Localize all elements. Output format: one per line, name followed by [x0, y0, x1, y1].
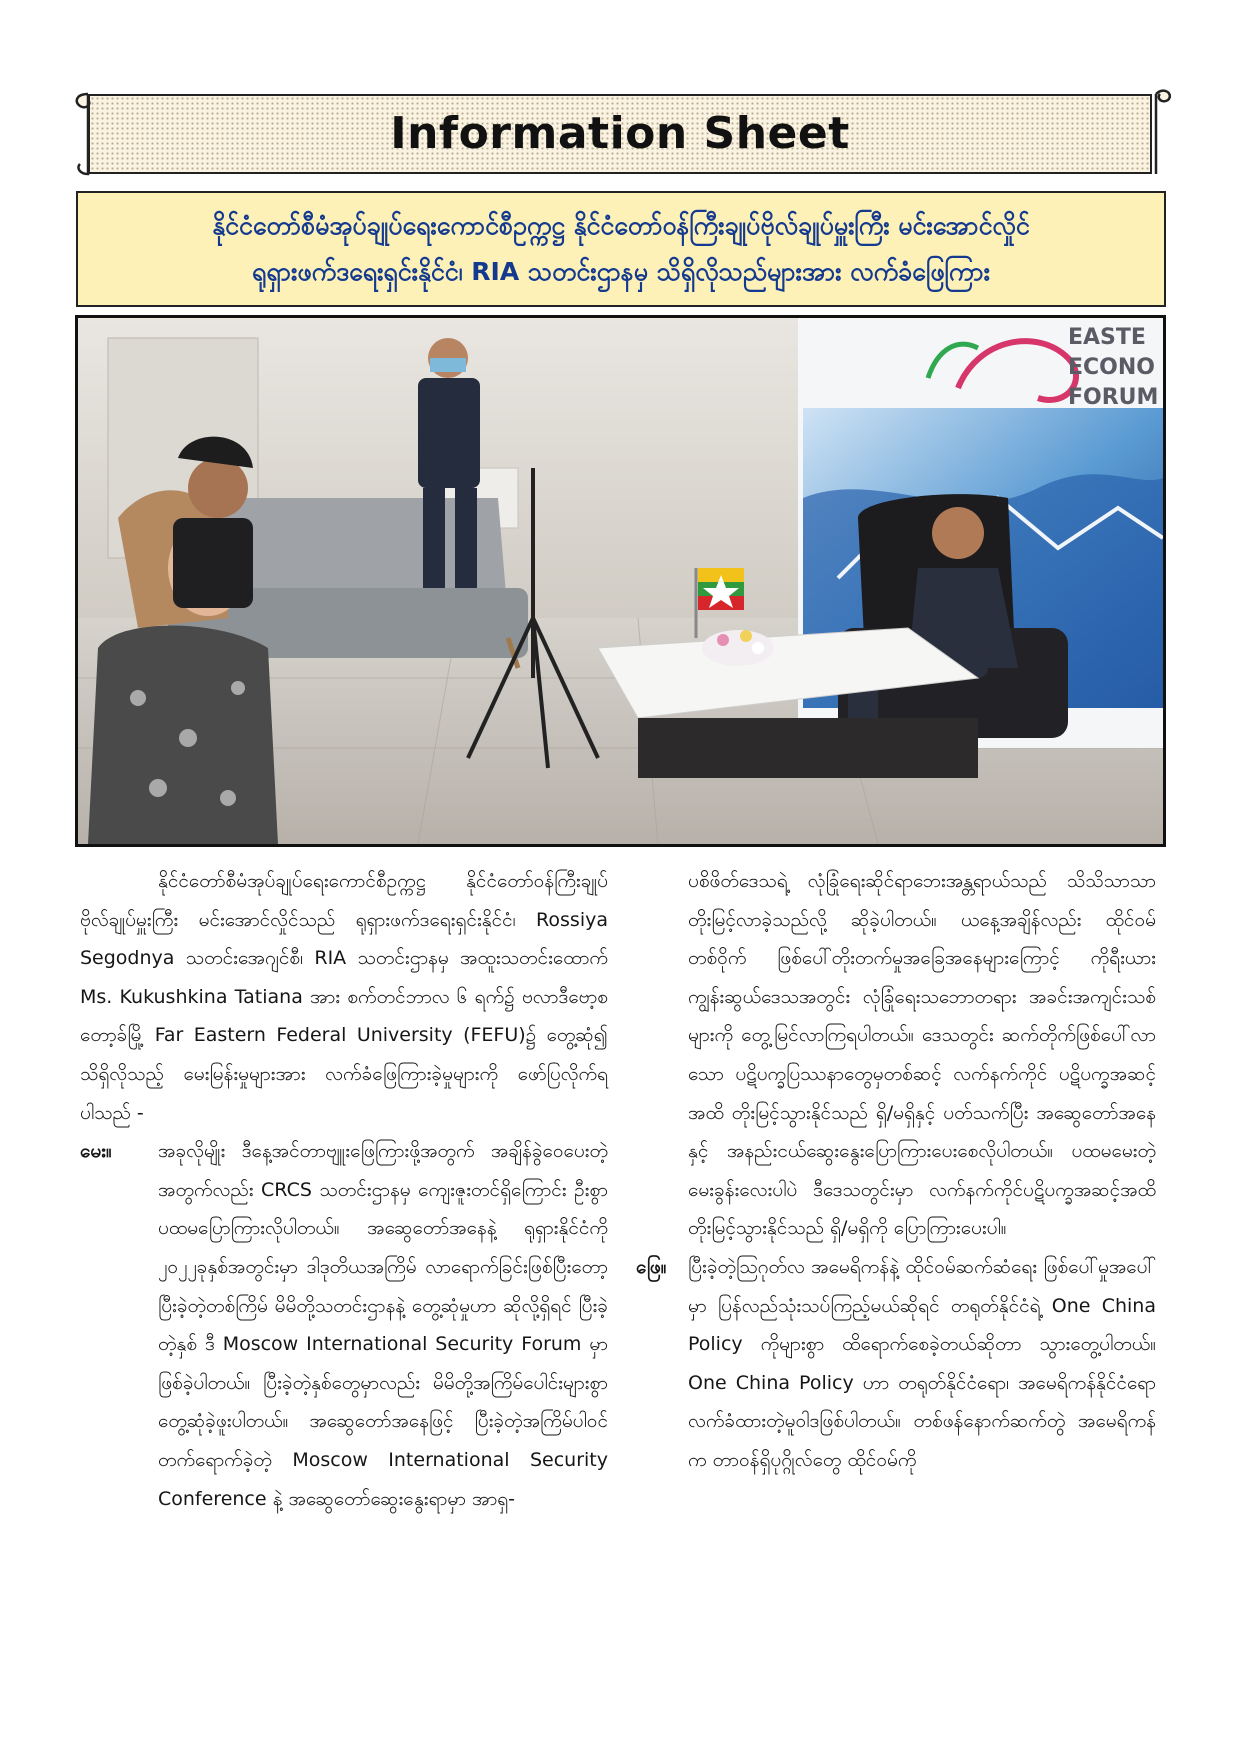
- headline-box: [76, 191, 1166, 307]
- interview-photo: [75, 315, 1166, 847]
- backdrop-text-1: EASTE: [1068, 325, 1146, 350]
- interview-scene-illustration: [78, 318, 1163, 844]
- answer-block: [636, 1248, 1156, 1480]
- page-title: Information Sheet: [390, 108, 850, 159]
- answer-label: ဖြေ။: [636, 1255, 667, 1278]
- answer-text: ပြီးခဲ့တဲ့ဩဂုတ်လ အမေရိကန်နဲ့ ထိုင်ဝမ်ဆက်ဆံရေး ဖြစ်ပေါ်မှုအပေါ်မှာ ပြန်လည်သုံးသပ်ကြည့်မယ်ဆိုရင် တရုတ်နိုင်ငံရဲ့ One China Policy ကိုများစွာ ထိရောက်စေခဲ့တယ်ဆိုတာ သွားတွေ့ပါတယ်။ One China Policy ဟာ တရုတ်နိုင်ငံရော၊ အမေရိကန်နိုင်ငံရော လက်ခံထားတဲ့မူဝါဒဖြစ်ပါတယ်။ တစ်ဖန်နောက်ဆက်တွဲ အမေရိကန်က တာဝန်ရှိပုဂ္ဂိုလ်တွေ ထိုင်ဝမ်ကို: [688, 1255, 1156, 1471]
- backdrop-text-2: ECONO: [1068, 355, 1155, 380]
- question-continuation: ပစိဖိတ်ဒေသရဲ့ လုံခြုံရေးဆိုင်ရာဘေးအန္တရာယ်သည် သိသိသာသာ တိုးမြင့်လာခဲ့သည်လို့ ဆိုခဲ့ပါတယ်။ ယနေ့အချိန်လည်း ထိုင်ဝမ်တစ်ဝိုက် ဖြစ်ပေါ်တိုးတက်မှုအခြေအနေများကြောင့် ကိုရီးယားကျွန်းဆွယ်ဒေသအတွင်း လုံခြုံရေးသဘောတရား အခင်းအကျင်းသစ်များကို တွေ့မြင်လာကြရပါတယ်။ ဒေသတွင်း ဆက်တိုက်ဖြစ်ပေါ်လာသော ပဋိပက္ခပြဿနာတွေမှတစ်ဆင့် လက်နက်ကိုင် ပဋိပက္ခအဆင့်အထိ တိုးမြင့်သွားနိုင်သည် ရှိ/မရှိနှင့် ပတ်သက်ပြီး အဆွေတော်အနေနှင့် အနည်းငယ်ဆွေးနွေးပြောကြားပေးစေလိုပါတယ်။ ပထမမေးတဲ့မေးခွန်းလေးပါပဲ ဒီဒေသတွင်းမှာ လက်နက်ကိုင်ပဋိပက္ခအဆင့်အထိ တိုးမြင့်သွားနိုင်သည် ရှိ/မရှိကို ပြောကြားပေးပါ။: [688, 870, 1156, 1240]
- article-column-left: [80, 862, 608, 1518]
- title-banner: [74, 88, 1166, 180]
- question-block: [80, 1132, 608, 1518]
- article-intro: နိုင်ငံတော်စီမံအုပ်ချုပ်ရေးကောင်စီဥက္ကဋ္ဌ နိုင်ငံတော်ဝန်ကြီးချုပ် ဗိုလ်ချုပ်မှူးကြီး မင်းအောင်လှိုင်သည် ရုရှားဖက်ဒရေးရှင်းနိုင်ငံ၊ Rossiya Segodnya သတင်းအေဂျင်စီ၊ RIA သတင်းဌာနမှ အထူးသတင်းထောက် Ms. Kukushkina Tatiana အား စက်တင်ဘာလ ၆ ရက်၌ ဗလာဒီဗော့စတော့ခ်မြို့ Far Eastern Federal University (FEFU)၌ တွေ့ဆုံ၍ သိရှိလိုသည့် မေးမြန်းမှုများအား လက်ခံဖြေကြားခဲ့မှုများကို ဖော်ပြလိုက်ရပါသည် -: [80, 870, 608, 1124]
- question-label: မေး။: [80, 1140, 112, 1163]
- question-text: အခုလိုမျိုး ဒီနေ့အင်တာဗျူးဖြေကြားဖို့အတွက် အချိန်ခွဲဝေပေးတဲ့အတွက်လည်း CRCS သတင်းဌာနမှ ကျေးဇူးတင်ရှိကြောင်း ဦးစွာပထမပြောကြားလိုပါတယ်။ အဆွေတော်အနေနဲ့ ရုရှားနိုင်ငံကို ၂၀၂၂ခုနှစ်အတွင်းမှာ ဒါဒုတိယအကြိမ် လာရောက်ခြင်းဖြစ်ပြီးတော့ ပြီးခဲ့တဲ့တစ်ကြိမ် မိမိတို့သတင်းဌာနနဲ့ တွေ့ဆုံမှုဟာ ဆိုလို့ရှိရင် ပြီးခဲ့တဲ့နှစ် ဒီ Moscow International Security Forum မှာဖြစ်ခဲ့ပါတယ်။ ပြီးခဲ့တဲ့နှစ်တွေမှာလည်း မိမိတို့အကြိမ်ပေါင်းများစွာ တွေ့ဆုံခဲ့ဖူးပါတယ်။ အဆွေတော်အနေဖြင့် ပြီးခဲ့တဲ့အကြိမ်ပါဝင်တက်ရောက်ခဲ့တဲ့ Moscow International Security Conference နဲ့ အဆွေတော်ဆွေးနွေးရာမှာ အာရှ-: [158, 1140, 608, 1510]
- article-column-right: [636, 862, 1156, 1480]
- headline-line-2: ရုရှားဖက်ဒရေးရှင်းနိုင်ငံ၊ RIA သတင်းဌာနမှ သိရှိလိုသည်များအား လက်ခံဖြေကြား: [252, 257, 990, 286]
- headline-line-1: နိုင်ငံတော်စီမံအုပ်ချုပ်ရေးကောင်စီဥက္ကဋ္ဌ နိုင်ငံတော်ဝန်ကြီးချုပ်ဗိုလ်ချုပ်မှူးကြီး မင်းအောင်လှိုင်: [212, 211, 1030, 240]
- backdrop-text-3: FORUM: [1068, 385, 1159, 410]
